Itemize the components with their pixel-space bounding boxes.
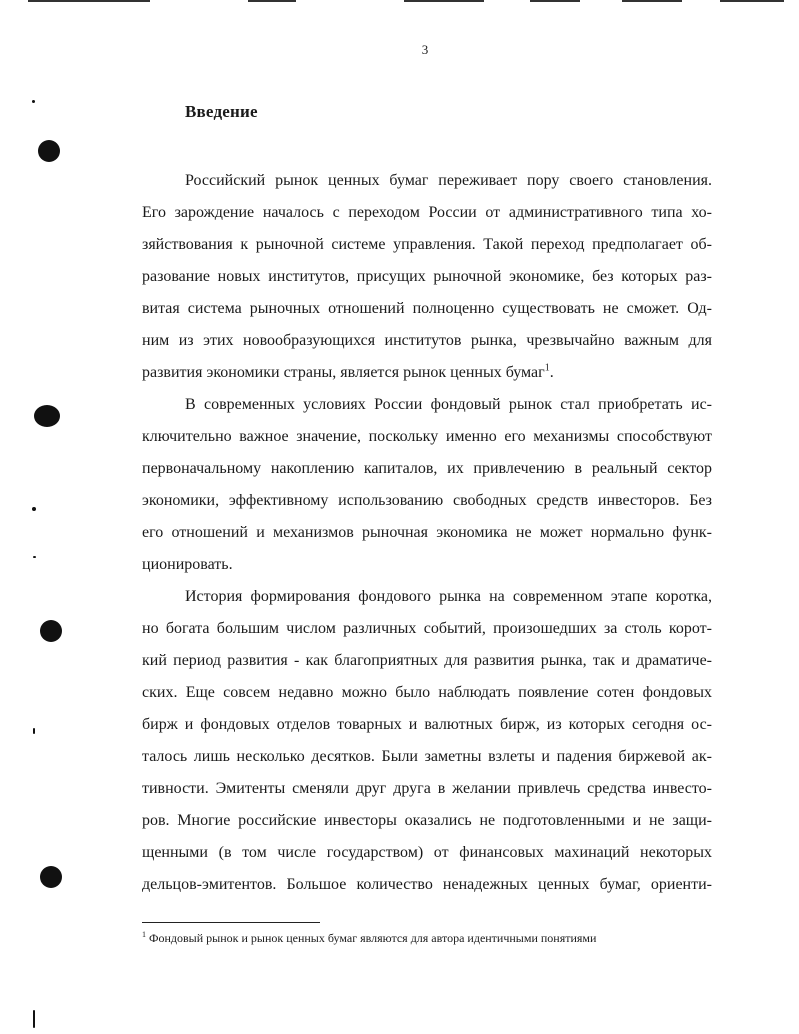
- paragraph-2-line: экономики, эффективному использованию свободных средств инвесторов. Без: [142, 492, 712, 509]
- binder-hole-mark: [40, 866, 62, 888]
- paragraph-1-line: Российский рынок ценных бумаг переживает пору своего становления.: [185, 172, 712, 189]
- paragraph-1-line: ним из этих новообразующихся институтов рынка, чрезвычайно важным для: [142, 332, 712, 349]
- paragraph-3-line: бирж и фондовых отделов товарных и валютных бирж, из которых сегодня ос-: [142, 716, 712, 733]
- scan-speck: [33, 556, 36, 558]
- binder-hole-mark: [38, 140, 60, 162]
- paragraph-3-line: талось лишь несколько десятков. Были заметны взлеты и падения биржевой ак-: [142, 748, 712, 765]
- footnote-reference: 1: [544, 362, 550, 374]
- footnote-separator: [142, 922, 320, 923]
- scan-speck: [32, 507, 36, 511]
- footnote-marker: 1: [142, 930, 146, 939]
- paragraph-1-end-punct: .: [549, 364, 554, 381]
- paragraph-3-line: щенными (в том числе государством) от финансовых махинаций некоторых: [142, 844, 712, 861]
- paragraph-3-line: кий период развития - как благоприятных для развития рынка, так и драматиче-: [142, 652, 712, 669]
- paragraph-3-line: История формирования фондового рынка на современном этапе коротка,: [185, 588, 712, 605]
- paragraph-1-last-line: [142, 363, 712, 383]
- scan-top-rule: [248, 0, 296, 2]
- paragraph-3-line: ров. Многие российские инвесторы оказались не подготовленными и не защи-: [142, 812, 712, 829]
- binder-hole-mark: [34, 405, 60, 427]
- scan-top-rule: [28, 0, 150, 2]
- scan-top-rule: [530, 0, 580, 2]
- section-heading: Введение: [185, 102, 258, 121]
- paragraph-1-line: разование новых институтов, присущих рыночной экономике, без которых раз-: [142, 268, 712, 285]
- paragraph-2-line: его отношений и механизмов рыночная экономика не может нормально функ-: [142, 524, 712, 541]
- scan-top-rule: [622, 0, 682, 2]
- paragraph-3-line: тивности. Эмитенты сменяли друг друга в желании привлечь средства инвесто-: [142, 780, 712, 797]
- paragraph-3-line: дельцов-эмитентов. Большое количество ненадежных ценных бумаг, ориенти-: [142, 876, 712, 893]
- paragraph-1-line-text: развития экономики страны, является рынок ценных бумаг: [142, 364, 545, 381]
- scan-top-rule: [404, 0, 484, 2]
- scan-top-rule: [720, 0, 784, 2]
- binder-hole-mark: [40, 620, 62, 642]
- scan-speck: [33, 728, 35, 734]
- paragraph-2-line: первоначальному накоплению капиталов, их привлечению в реальный сектор: [142, 460, 712, 477]
- page-number: 3: [421, 42, 429, 57]
- paragraph-1-line: Его зарождение началось с переходом России от административного типа хо-: [142, 204, 712, 221]
- paragraph-2-line: ционировать.: [142, 556, 233, 573]
- paragraph-2-line: В современных условиях России фондовый рынок стал приобретать ис-: [185, 396, 712, 413]
- footnote: [142, 930, 702, 946]
- paragraph-3-line: ских. Еще совсем недавно можно было наблюдать появление сотен фондовых: [142, 684, 712, 701]
- scan-speck: [33, 1010, 35, 1028]
- scan-speck: [32, 100, 35, 103]
- paragraph-3-line: но богата большим числом различных событий, произошедших за столь корот-: [142, 620, 712, 637]
- paragraph-1-line: витая система рыночных отношений полноценно существовать не сможет. Од-: [142, 300, 712, 317]
- paragraph-1-line: зяйствования к рыночной системе управления. Такой переход предполагает об-: [142, 236, 712, 253]
- footnote-text: Фондовый рынок и рынок ценных бумаг являются для автора идентичными понятиями: [149, 931, 597, 945]
- paragraph-2-line: ключительно важное значение, поскольку именно его механизмы способствуют: [142, 428, 712, 445]
